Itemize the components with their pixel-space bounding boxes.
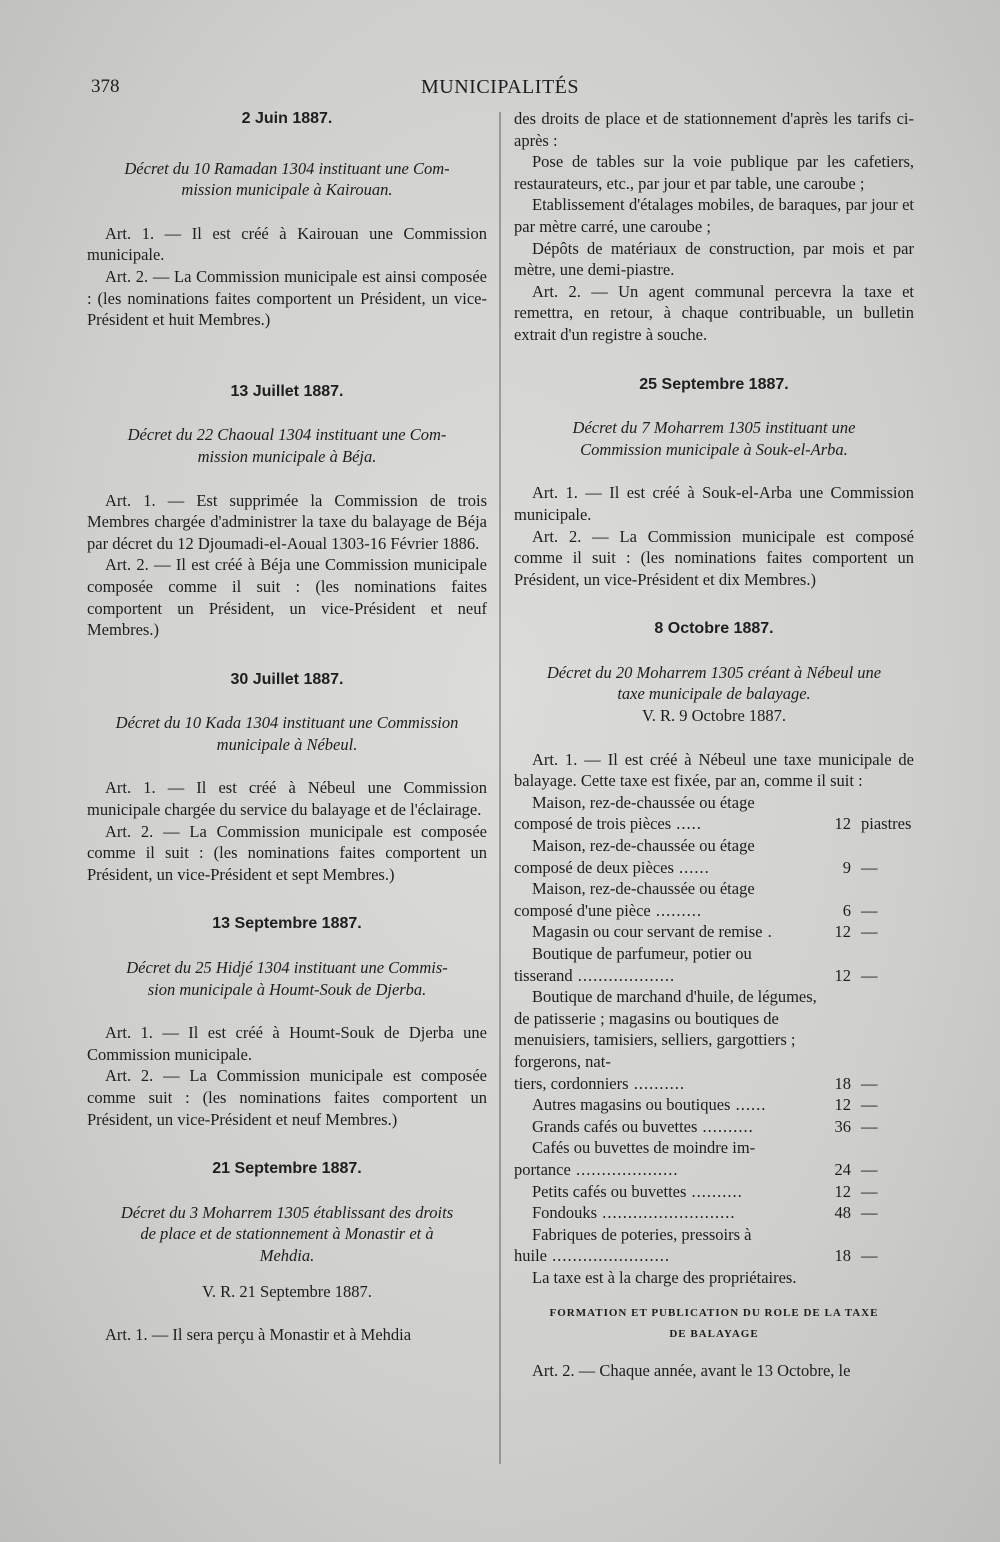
section-date: 30 Juillet 1887. — [230, 670, 344, 688]
tariff-row — [514, 943, 914, 986]
tariff-row — [514, 792, 914, 835]
decree-title-line: Décret du 20 Moharrem 1305 créant à Nébeul une — [546, 662, 882, 682]
tariff-label-text: huile — [514, 1246, 547, 1266]
article-paragraph: Art. 1. — Il est créé à Nébeul une Commission municipale chargée du service du balayage et de l'éclairage. — [87, 778, 487, 820]
article-paragraph: Art. 1. — Il est créé à Houmt-Souk de Djerba une Commission municipale. — [87, 1023, 487, 1064]
tariff-unit: — — [861, 1159, 878, 1179]
tariff-row — [514, 921, 914, 943]
running-title: MUNICIPALITÉS — [421, 76, 579, 98]
tariff-label-line — [514, 813, 829, 835]
tariff-unit: — — [861, 922, 878, 942]
tariff-label-line — [514, 921, 829, 943]
tariff-label-text: Autres magasins ou boutiques — [532, 1095, 731, 1115]
tariff-label — [514, 1094, 829, 1116]
dot-leader: .......... — [628, 1073, 685, 1093]
decree-title — [87, 158, 487, 201]
decree-title-line: municipale à Nébeul. — [216, 734, 358, 754]
tariff-label-line: Cafés ou buvettes de moindre im- — [532, 1138, 756, 1158]
decree-title-line: Décret du 22 Chaoual 1304 instituant une Com- — [127, 425, 447, 445]
dot-leader: .......... — [686, 1181, 743, 1201]
tariff-row — [514, 1137, 914, 1180]
article-paragraph: Art. 1. — Il est créé à Kairouan une Commission municipale. — [87, 223, 487, 265]
tariff-label-line — [514, 1073, 829, 1095]
dot-leader: ...... — [673, 857, 710, 877]
article-paragraph: Art. 2. — Un agent communal percevra la taxe et remettra, en retour, à chaque contribuable, un bulletin extrait d'un registre à souche. — [514, 281, 914, 344]
tariff-label — [514, 921, 829, 943]
tariff-row — [514, 1094, 914, 1116]
tariff-table — [514, 792, 914, 1267]
right-column — [514, 108, 914, 1381]
tariff-label — [514, 986, 829, 1094]
tariff-amount: 12 — [834, 1181, 851, 1201]
tariff-label-line — [514, 900, 829, 922]
subheading — [514, 1303, 914, 1346]
dot-leader: .................... — [570, 1159, 679, 1179]
decree-title-line: taxe municipale de balayage. — [617, 684, 811, 704]
tariff-paragraph: Dépôts de matériaux de construction, par mois et par mètre, une demi-piastre. — [514, 238, 914, 280]
tariff-label-line — [514, 1181, 829, 1203]
article-paragraph: Art. 1. — Il est créé à Souk-el-Arba une Commission municipale. — [514, 483, 914, 524]
dot-leader: . — [762, 922, 773, 942]
tariff-unit: — — [861, 1116, 878, 1136]
dot-leader: ...... — [730, 1095, 767, 1115]
tariff-unit: — — [861, 1246, 878, 1266]
tariff-label — [514, 1224, 829, 1267]
tariff-label-line — [514, 857, 829, 879]
tariff-amount: 6 — [842, 900, 851, 920]
tariff-row — [514, 835, 914, 878]
tariff-label-line: Boutique de marchand d'huile, de légumes, de patisserie ; magasins ou boutiques de menuisiers, tamisiers, selliers, gargottiers ; forgerons, nat- — [514, 987, 817, 1071]
decree-title — [87, 424, 487, 467]
closing-line: La taxe est à la charge des propriétaires. — [532, 1267, 797, 1287]
article-paragraph: Art. 2. — La Commission municipale est ainsi composée : (les nominations faites comportent un Président, un vice-Président et huit Membres.) — [87, 266, 487, 330]
tariff-label-line — [514, 1094, 829, 1116]
tariff-amount: 12 — [834, 814, 851, 834]
tariff-label-text: Grands cafés ou buvettes — [532, 1116, 698, 1136]
decree-title-line: Décret du 10 Kada 1304 instituant une Commission — [115, 713, 459, 733]
tariff-amount: 18 — [834, 1246, 851, 1266]
tariff-label — [514, 835, 829, 878]
section-date: 25 Septembre 1887. — [639, 375, 789, 393]
tariff-unit: — — [861, 1203, 878, 1223]
article-paragraph: Art. 2. — Il est créé à Béja une Commission municipale composée comme il suit : (les nominations faites comportent un Président, un vice-Président et neuf Membres.) — [87, 555, 487, 640]
section-date: 13 Septembre 1887. — [212, 915, 362, 933]
tariff-label — [514, 1181, 829, 1203]
decree-title-line: Mehdia. — [259, 1245, 315, 1265]
section-date: 8 Octobre 1887. — [654, 620, 774, 638]
tariff-label-line — [514, 1159, 829, 1181]
dot-leader: .......... — [697, 1116, 754, 1136]
tariff-amount: 48 — [834, 1203, 851, 1223]
tariff-row — [514, 1181, 914, 1203]
tariff-unit: piastres — [861, 814, 912, 834]
decree-title — [514, 417, 914, 460]
tariff-label-text: portance — [514, 1159, 571, 1179]
tariff-amount: 9 — [842, 857, 851, 877]
decree-title-line: mission municipale à Béja. — [197, 446, 377, 466]
visa-line: V. R. 9 Octobre 1887. — [641, 706, 787, 726]
tariff-amount: 36 — [834, 1116, 851, 1136]
dot-leader: .......................... — [597, 1203, 736, 1223]
decree-title-line: sion municipale à Houmt-Souk de Djerba. — [147, 979, 427, 999]
tariff-row — [514, 1116, 914, 1138]
tariff-label-line: Maison, rez-de-chaussée ou étage — [532, 792, 755, 812]
dot-leader: ................... — [572, 965, 676, 985]
decree-title-line: Décret du 3 Moharrem 1305 établissant des droits — [120, 1202, 454, 1222]
decree-title-line: Décret du 25 Hidjé 1304 instituant une Commis- — [126, 958, 448, 978]
tariff-label-line — [514, 1245, 829, 1267]
tariff-label-line — [514, 1116, 829, 1138]
tariff-row — [514, 1202, 914, 1224]
tariff-label-text: tisserand — [514, 965, 573, 985]
tariff-paragraph: Etablissement d'étalages mobiles, de baraques, par jour et par mètre carré, une caroube ; — [514, 195, 914, 236]
article-paragraph: Art. 2. — Chaque année, avant le 13 Octobre, le — [532, 1360, 851, 1380]
decree-title-line: Commission municipale à Souk-el-Arba. — [580, 439, 848, 459]
dot-leader: ..... — [671, 814, 702, 834]
tariff-label — [514, 878, 829, 921]
tariff-amount: 12 — [834, 965, 851, 985]
decree-title-line: mission municipale à Kairouan. — [181, 180, 393, 200]
dot-leader: ......... — [650, 900, 703, 920]
tariff-label-text: Magasin ou cour servant de remise — [532, 922, 763, 942]
tariff-amount: 24 — [834, 1159, 851, 1179]
tariff-label-text: tiers, cordonniers — [514, 1073, 629, 1093]
article-paragraph: Art. 1. — Est supprimée la Commission de trois Membres chargée d'administrer la taxe du balayage de Béja par décret du 12 Djoumadi-el-Aoual 1303-16 Février 1886. — [87, 490, 487, 553]
tariff-unit: — — [861, 965, 878, 985]
tariff-label — [514, 792, 829, 835]
tariff-label-line — [514, 965, 829, 987]
tariff-amount: 18 — [834, 1073, 851, 1093]
subheading-line: DE BALAYAGE — [669, 1328, 759, 1341]
tariff-unit: — — [861, 1073, 878, 1093]
article-paragraph: Art. 1. — Il est créé à Nébeul une taxe municipale de balayage. Cette taxe est fixée, par an, comme il suit : — [514, 749, 914, 791]
tariff-unit: — — [861, 900, 878, 920]
tariff-row — [514, 1224, 914, 1267]
tariff-amount: 12 — [834, 1095, 851, 1115]
article-paragraph: Art. 1. — Il sera perçu à Monastir et à Mehdia — [105, 1325, 412, 1345]
visa-line: V. R. 21 Septembre 1887. — [202, 1281, 372, 1301]
tariff-row — [514, 878, 914, 921]
page-number: 378 — [91, 76, 120, 97]
decree-title — [87, 1202, 487, 1267]
article-paragraph: Art. 2. — La Commission municipale est composée comme il suit : (les nominations faites comportent un Président, un vice-Président et sept Membres.) — [87, 821, 487, 884]
tariff-label-text: Petits cafés ou buvettes — [532, 1181, 687, 1201]
tariff-label — [514, 1137, 829, 1180]
decree-title — [87, 957, 487, 1000]
tariff-unit: — — [861, 857, 878, 877]
section-date: 13 Juillet 1887. — [230, 382, 344, 400]
tariff-row — [514, 986, 914, 1094]
decree-title — [514, 662, 914, 705]
tariff-paragraph: Pose de tables sur la voie publique par les cafetiers, restaurateurs, etc., par jour et par table, une caroube ; — [514, 152, 914, 193]
tariff-label — [514, 1116, 829, 1138]
tariff-label-line: Maison, rez-de-chaussée ou étage — [532, 836, 755, 856]
decree-title-line: Décret du 7 Moharrem 1305 instituant une — [572, 418, 856, 438]
section-date: 21 Septembre 1887. — [212, 1160, 362, 1178]
tariff-label-text: Fondouks — [532, 1203, 598, 1223]
tariff-label — [514, 1202, 829, 1224]
article-paragraph: Art. 2. — La Commission municipale est composé comme il suit : (les nominations faites comportent un Président, un vice-Président et dix Membres.) — [514, 526, 914, 589]
decree-title-line: Décret du 10 Ramadan 1304 instituant une Com- — [124, 158, 450, 178]
tariff-label-text: composé d'une pièce — [514, 900, 651, 920]
tariff-label-line: Boutique de parfumeur, potier ou — [532, 944, 752, 963]
dot-leader: ....................... — [547, 1246, 670, 1266]
decree-title-line: de place et de stationnement à Monastir et à — [140, 1224, 434, 1244]
tariff-label-line: Fabriques de poteries, pressoirs à — [532, 1224, 752, 1244]
tariff-label-line: Maison, rez-de-chaussée ou étage — [532, 879, 755, 899]
tariff-label-text: composé de trois pièces — [514, 814, 672, 834]
tariff-label-text: composé de deux pièces — [514, 857, 674, 877]
tariff-label — [514, 943, 829, 986]
decree-title — [87, 712, 487, 755]
tariff-label-line — [514, 1202, 829, 1224]
tariff-unit: — — [861, 1181, 878, 1201]
tariff-amount: 12 — [834, 922, 851, 942]
column-divider — [499, 112, 501, 1464]
article-paragraph: Art. 2. — La Commission municipale est composée comme suit : (les nominations faites comportent un Président, un vice-Président et neuf Membres.) — [87, 1066, 487, 1129]
continued-paragraph: des droits de place et de stationnement d'après les tarifs ci-après : — [514, 109, 914, 150]
section-date: 2 Juin 1887. — [241, 110, 333, 127]
left-column — [87, 108, 487, 1346]
subheading-line: FORMATION ET PUBLICATION DU ROLE DE LA TAXE — [549, 1306, 879, 1319]
tariff-unit: — — [861, 1095, 878, 1115]
